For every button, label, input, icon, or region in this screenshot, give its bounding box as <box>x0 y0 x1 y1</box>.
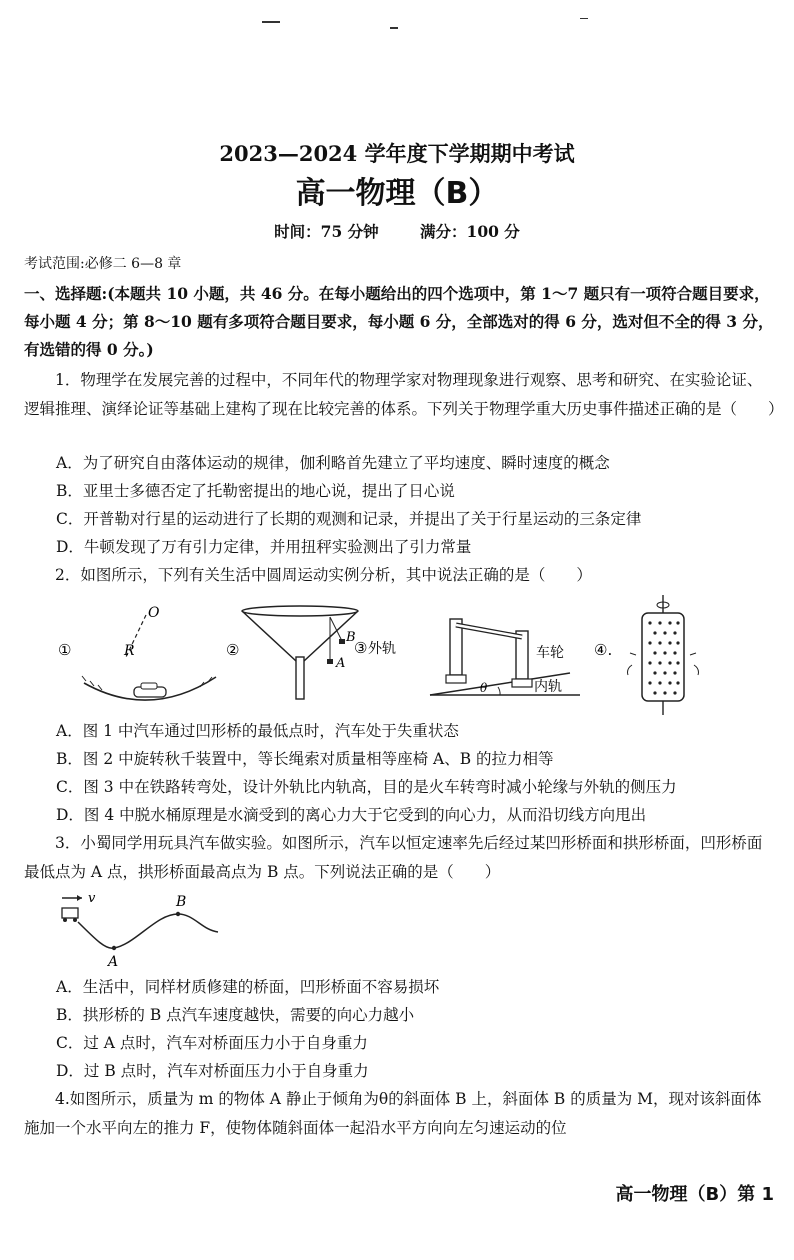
question-3-option-d: D．过 B 点时，汽车对桥面压力小于自身重力 <box>56 1062 369 1080</box>
figure-1-concave-bridge <box>58 605 216 700</box>
question-1-option-d: D．牛顿发现了万有引力定律，并用扭秤实验测出了引力常量 <box>56 538 472 556</box>
exam-title: 2023—2024 学年度下学期期中考试 <box>219 141 575 166</box>
time-score-line <box>0 220 794 242</box>
question-3-option-a: A．生活中，同样材质修建的桥面，凹形桥面不容易损坏 <box>56 978 440 996</box>
velocity-arrow-icon <box>77 895 82 901</box>
figure-1-number: ① <box>58 641 72 659</box>
question-2-stem: 2．如图所示，下列有关生活中圆周运动实例分析，其中说法正确的是（ ） <box>55 566 592 584</box>
question-3-option-c: C．过 A 点时，汽车对桥面压力小于自身重力 <box>56 1034 368 1052</box>
question-2-option-b: B．图 2 中旋转秋千装置中，等长绳索对质量相等座椅 A、B 的拉力相等 <box>56 750 554 768</box>
figure-3-railway-turn <box>354 619 580 695</box>
question-2-option-c: C．图 3 中在铁路转弯处，设计外轨比内轨高，目的是火车转弯时减小轮缘与外轨的侧压力 <box>56 778 677 796</box>
subject-title: 高一物理（B） <box>295 176 499 211</box>
question-3-label-b: B <box>176 894 187 910</box>
page-footer: 高一物理（B）第 1 <box>615 1184 774 1205</box>
figure-3-label-theta: θ <box>480 681 488 695</box>
time-limit: 时间：75 分钟 <box>274 222 379 241</box>
question-1-option-b: B．亚里士多德否定了托勒密提出的地心说，提出了日心说 <box>56 482 455 500</box>
question-3-label-v: v <box>88 891 96 906</box>
figure-4-number: ④. <box>594 641 613 659</box>
exam-scope: 考试范围:必修二 6—8 章 <box>24 256 182 272</box>
figure-1-label-r: R <box>124 643 135 659</box>
figure-2-rotating-swing <box>226 606 358 699</box>
question-3-label-a: A <box>108 954 119 970</box>
question-3-figure <box>56 890 236 970</box>
question-1-stem: 1．物理学在发展完善的过程中，不同年代的物理学家对物理现象进行观察、思考和研究、在实验论证、逻辑推理、演绎论证等基础上建构了现在比较完善的体系。下列关于物理学重大历史事件描述正确的是（ ） <box>24 371 784 418</box>
question-2-option-d: D．图 4 中脱水桶原理是水滴受到的离心力大于它受到的向心力，从而沿切线方向甩出 <box>56 806 647 824</box>
question-2-option-a: A．图 1 中汽车通过凹形桥的最低点时，汽车处于失重状态 <box>56 722 459 740</box>
figure-2-label-a: A <box>336 656 346 671</box>
figure-3-number: ③ <box>354 639 368 657</box>
question-3-option-b: B．拱形桥的 B 点汽车速度越快，需要的向心力越小 <box>56 1006 415 1024</box>
figure-2-label-b: B <box>346 630 356 645</box>
section-heading: 一、选择题:(本题共 10 小题，共 46 分。在每小题给出的四个选项中，第 1～7 题只有一项符合题目要求，每小题 4 分；第 8～10 题有多项符合题目要求，每小题 6 分，全部选对的得 6 分，选对但不全的得 3 分，有选错的得 0 分。) <box>24 284 774 359</box>
full-score: 满分：100 分 <box>420 222 520 241</box>
figure-4-spin-dryer <box>594 595 699 715</box>
figure-1-label-o: O <box>148 605 160 621</box>
question-4-stem: 4.如图所示，质量为 m 的物体 A 静止于倾角为θ的斜面体 B 上，斜面体 B 的质量为 M，现对该斜面体施加一个水平向左的推力 F，使物体随斜面体一起沿水平方向向左匀速运动的位 <box>24 1090 762 1137</box>
figure-3-label-wheel: 车轮 <box>536 645 564 661</box>
figure-3-label-inner-rail: 内轨 <box>534 679 562 695</box>
figure-3-label-outer-rail: 外轨 <box>368 641 396 657</box>
figure-2-number: ② <box>226 641 240 659</box>
question-1-option-a: A．为了研究自由落体运动的规律，伽利略首先建立了平均速度、瞬时速度的概念 <box>56 454 610 472</box>
toy-car-icon <box>62 908 78 918</box>
scan-marks <box>262 18 592 38</box>
question-1-option-c: C．开普勒对行星的运动进行了长期的观测和记录，并提出了关于行星运动的三条定律 <box>56 510 642 528</box>
question-2-figures <box>50 595 750 720</box>
question-3-stem: 3．小蜀同学用玩具汽车做实验。如图所示，汽车以恒定速率先后经过某凹形桥面和拱形桥面，凹形桥面最低点为 A 点，拱形桥面最高点为 B 点。下列说法正确的是（ ） <box>24 834 763 881</box>
